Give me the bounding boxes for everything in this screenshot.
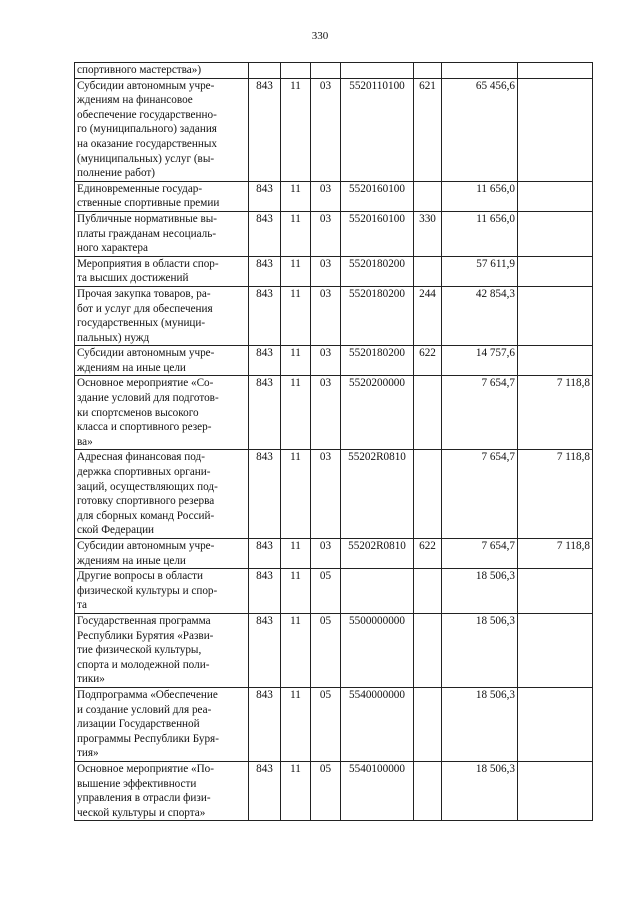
subsection-code-cell	[311, 63, 341, 79]
row-name-cell: Основное мероприятие «Со- здание условий для подготов- ки спортсменов высокого класса и спортивного резер- ва»	[75, 376, 249, 450]
amount-secondary-cell: 7 118,8	[518, 539, 593, 569]
subsection-code-cell: 03	[311, 256, 341, 286]
amount-secondary-cell: 7 118,8	[518, 450, 593, 539]
row-name-cell: Субсидии автономным учре- ждениям на финансовое обеспечение государственно- го (муниципального) задания на оказание государственных (муниципальных) услуг (вы- полнение работ)	[75, 78, 249, 181]
row-name-cell: Другие вопросы в области физической культуры и спор- та	[75, 569, 249, 614]
row-name-cell: Единовременные государ- ственные спортивные премии	[75, 181, 249, 211]
target-article-cell: 5520200000	[341, 376, 414, 450]
ministry-code-cell: 843	[249, 78, 281, 181]
expense-type-cell: 330	[414, 211, 442, 256]
subsection-code-cell: 03	[311, 286, 341, 345]
expense-type-cell	[414, 63, 442, 79]
section-code-cell: 11	[281, 78, 311, 181]
amount-cell: 11 656,0	[442, 211, 518, 256]
target-article-cell: 5520180200	[341, 286, 414, 345]
expense-type-cell: 244	[414, 286, 442, 345]
table-row	[75, 256, 593, 286]
target-article-cell: 5520160100	[341, 181, 414, 211]
table-row	[75, 539, 593, 569]
amount-secondary-cell: 7 118,8	[518, 376, 593, 450]
table-row	[75, 761, 593, 820]
table-row	[75, 687, 593, 761]
table-row	[75, 286, 593, 345]
subsection-code-cell: 03	[311, 346, 341, 376]
target-article-cell: 5540100000	[341, 761, 414, 820]
subsection-code-cell: 05	[311, 569, 341, 614]
section-code-cell: 11	[281, 346, 311, 376]
amount-cell: 57 611,9	[442, 256, 518, 286]
expense-type-cell	[414, 450, 442, 539]
ministry-code-cell: 843	[249, 211, 281, 256]
subsection-code-cell: 03	[311, 450, 341, 539]
section-code-cell: 11	[281, 569, 311, 614]
subsection-code-cell: 03	[311, 539, 341, 569]
expense-type-cell	[414, 181, 442, 211]
row-name-cell: Государственная программа Республики Бурятия «Разви- тие физической культуры, спорта и молодежной поли- тики»	[75, 613, 249, 687]
ministry-code-cell	[249, 63, 281, 79]
amount-secondary-cell	[518, 181, 593, 211]
row-name-cell: Прочая закупка товаров, ра- бот и услуг для обеспечения государственных (муници- пальных) нужд	[75, 286, 249, 345]
target-article-cell	[341, 63, 414, 79]
section-code-cell: 11	[281, 211, 311, 256]
amount-cell: 18 506,3	[442, 687, 518, 761]
table-row	[75, 613, 593, 687]
ministry-code-cell: 843	[249, 539, 281, 569]
table-row	[75, 376, 593, 450]
subsection-code-cell: 05	[311, 613, 341, 687]
amount-secondary-cell	[518, 286, 593, 345]
amount-secondary-cell	[518, 346, 593, 376]
expense-type-cell	[414, 376, 442, 450]
expense-type-cell: 622	[414, 539, 442, 569]
subsection-code-cell: 03	[311, 78, 341, 181]
amount-cell: 7 654,7	[442, 450, 518, 539]
row-name-cell: Адресная финансовая под- держка спортивных органи- заций, осуществляющих под- готовку спортивного резерва для сборных команд Россий- ской Федерации	[75, 450, 249, 539]
amount-secondary-cell	[518, 211, 593, 256]
amount-cell: 18 506,3	[442, 761, 518, 820]
section-code-cell: 11	[281, 761, 311, 820]
table-row	[75, 181, 593, 211]
row-name-cell: Публичные нормативные вы- платы гражданам несоциаль- ного характера	[75, 211, 249, 256]
subsection-code-cell: 03	[311, 211, 341, 256]
amount-secondary-cell	[518, 613, 593, 687]
row-name-cell: Субсидии автономным учре- ждениям на иные цели	[75, 346, 249, 376]
row-name-cell: спортивного мастерства»)	[75, 63, 249, 79]
ministry-code-cell: 843	[249, 761, 281, 820]
section-code-cell: 11	[281, 687, 311, 761]
expense-type-cell	[414, 687, 442, 761]
budget-table-body	[75, 63, 593, 821]
amount-cell: 14 757,6	[442, 346, 518, 376]
amount-cell: 18 506,3	[442, 569, 518, 614]
table-row	[75, 78, 593, 181]
ministry-code-cell: 843	[249, 286, 281, 345]
expense-type-cell	[414, 613, 442, 687]
table-row	[75, 450, 593, 539]
amount-cell: 65 456,6	[442, 78, 518, 181]
row-name-cell: Мероприятия в области спор- та высших достижений	[75, 256, 249, 286]
section-code-cell: 11	[281, 450, 311, 539]
subsection-code-cell: 05	[311, 761, 341, 820]
section-code-cell: 11	[281, 181, 311, 211]
row-name-cell: Подпрограмма «Обеспечение и создание условий для реа- лизации Государственной программы Республики Буря- тия»	[75, 687, 249, 761]
amount-secondary-cell	[518, 78, 593, 181]
target-article-cell: 5520180200	[341, 346, 414, 376]
page-number: 330	[311, 30, 329, 42]
amount-secondary-cell	[518, 761, 593, 820]
amount-cell: 7 654,7	[442, 376, 518, 450]
expense-type-cell	[414, 761, 442, 820]
amount-cell: 11 656,0	[442, 181, 518, 211]
table-row	[75, 211, 593, 256]
expense-type-cell	[414, 569, 442, 614]
section-code-cell: 11	[281, 376, 311, 450]
section-code-cell: 11	[281, 256, 311, 286]
amount-cell: 7 654,7	[442, 539, 518, 569]
expense-type-cell: 622	[414, 346, 442, 376]
amount-secondary-cell	[518, 687, 593, 761]
section-code-cell	[281, 63, 311, 79]
section-code-cell: 11	[281, 539, 311, 569]
section-code-cell: 11	[281, 613, 311, 687]
amount-secondary-cell	[518, 569, 593, 614]
ministry-code-cell: 843	[249, 346, 281, 376]
expense-type-cell	[414, 256, 442, 286]
table-row	[75, 63, 593, 79]
budget-table	[74, 62, 593, 821]
ministry-code-cell: 843	[249, 569, 281, 614]
target-article-cell: 5520180200	[341, 256, 414, 286]
amount-cell: 18 506,3	[442, 613, 518, 687]
amount-secondary-cell	[518, 256, 593, 286]
table-row	[75, 346, 593, 376]
section-code-cell: 11	[281, 286, 311, 345]
row-name-cell: Субсидии автономным учре- ждениям на иные цели	[75, 539, 249, 569]
amount-cell	[442, 63, 518, 79]
ministry-code-cell: 843	[249, 256, 281, 286]
subsection-code-cell: 03	[311, 181, 341, 211]
amount-secondary-cell	[518, 63, 593, 79]
amount-cell: 42 854,3	[442, 286, 518, 345]
subsection-code-cell: 05	[311, 687, 341, 761]
target-article-cell	[341, 569, 414, 614]
ministry-code-cell: 843	[249, 450, 281, 539]
ministry-code-cell: 843	[249, 181, 281, 211]
expense-type-cell: 621	[414, 78, 442, 181]
ministry-code-cell: 843	[249, 613, 281, 687]
target-article-cell: 5500000000	[341, 613, 414, 687]
subsection-code-cell: 03	[311, 376, 341, 450]
table-row	[75, 569, 593, 614]
target-article-cell: 55202R0810	[341, 539, 414, 569]
ministry-code-cell: 843	[249, 687, 281, 761]
target-article-cell: 5520160100	[341, 211, 414, 256]
target-article-cell: 5540000000	[341, 687, 414, 761]
row-name-cell: Основное мероприятие «По- вышение эффективности управления в отрасли физи- ческой культуры и спорта»	[75, 761, 249, 820]
target-article-cell: 55202R0810	[341, 450, 414, 539]
ministry-code-cell: 843	[249, 376, 281, 450]
target-article-cell: 5520110100	[341, 78, 414, 181]
